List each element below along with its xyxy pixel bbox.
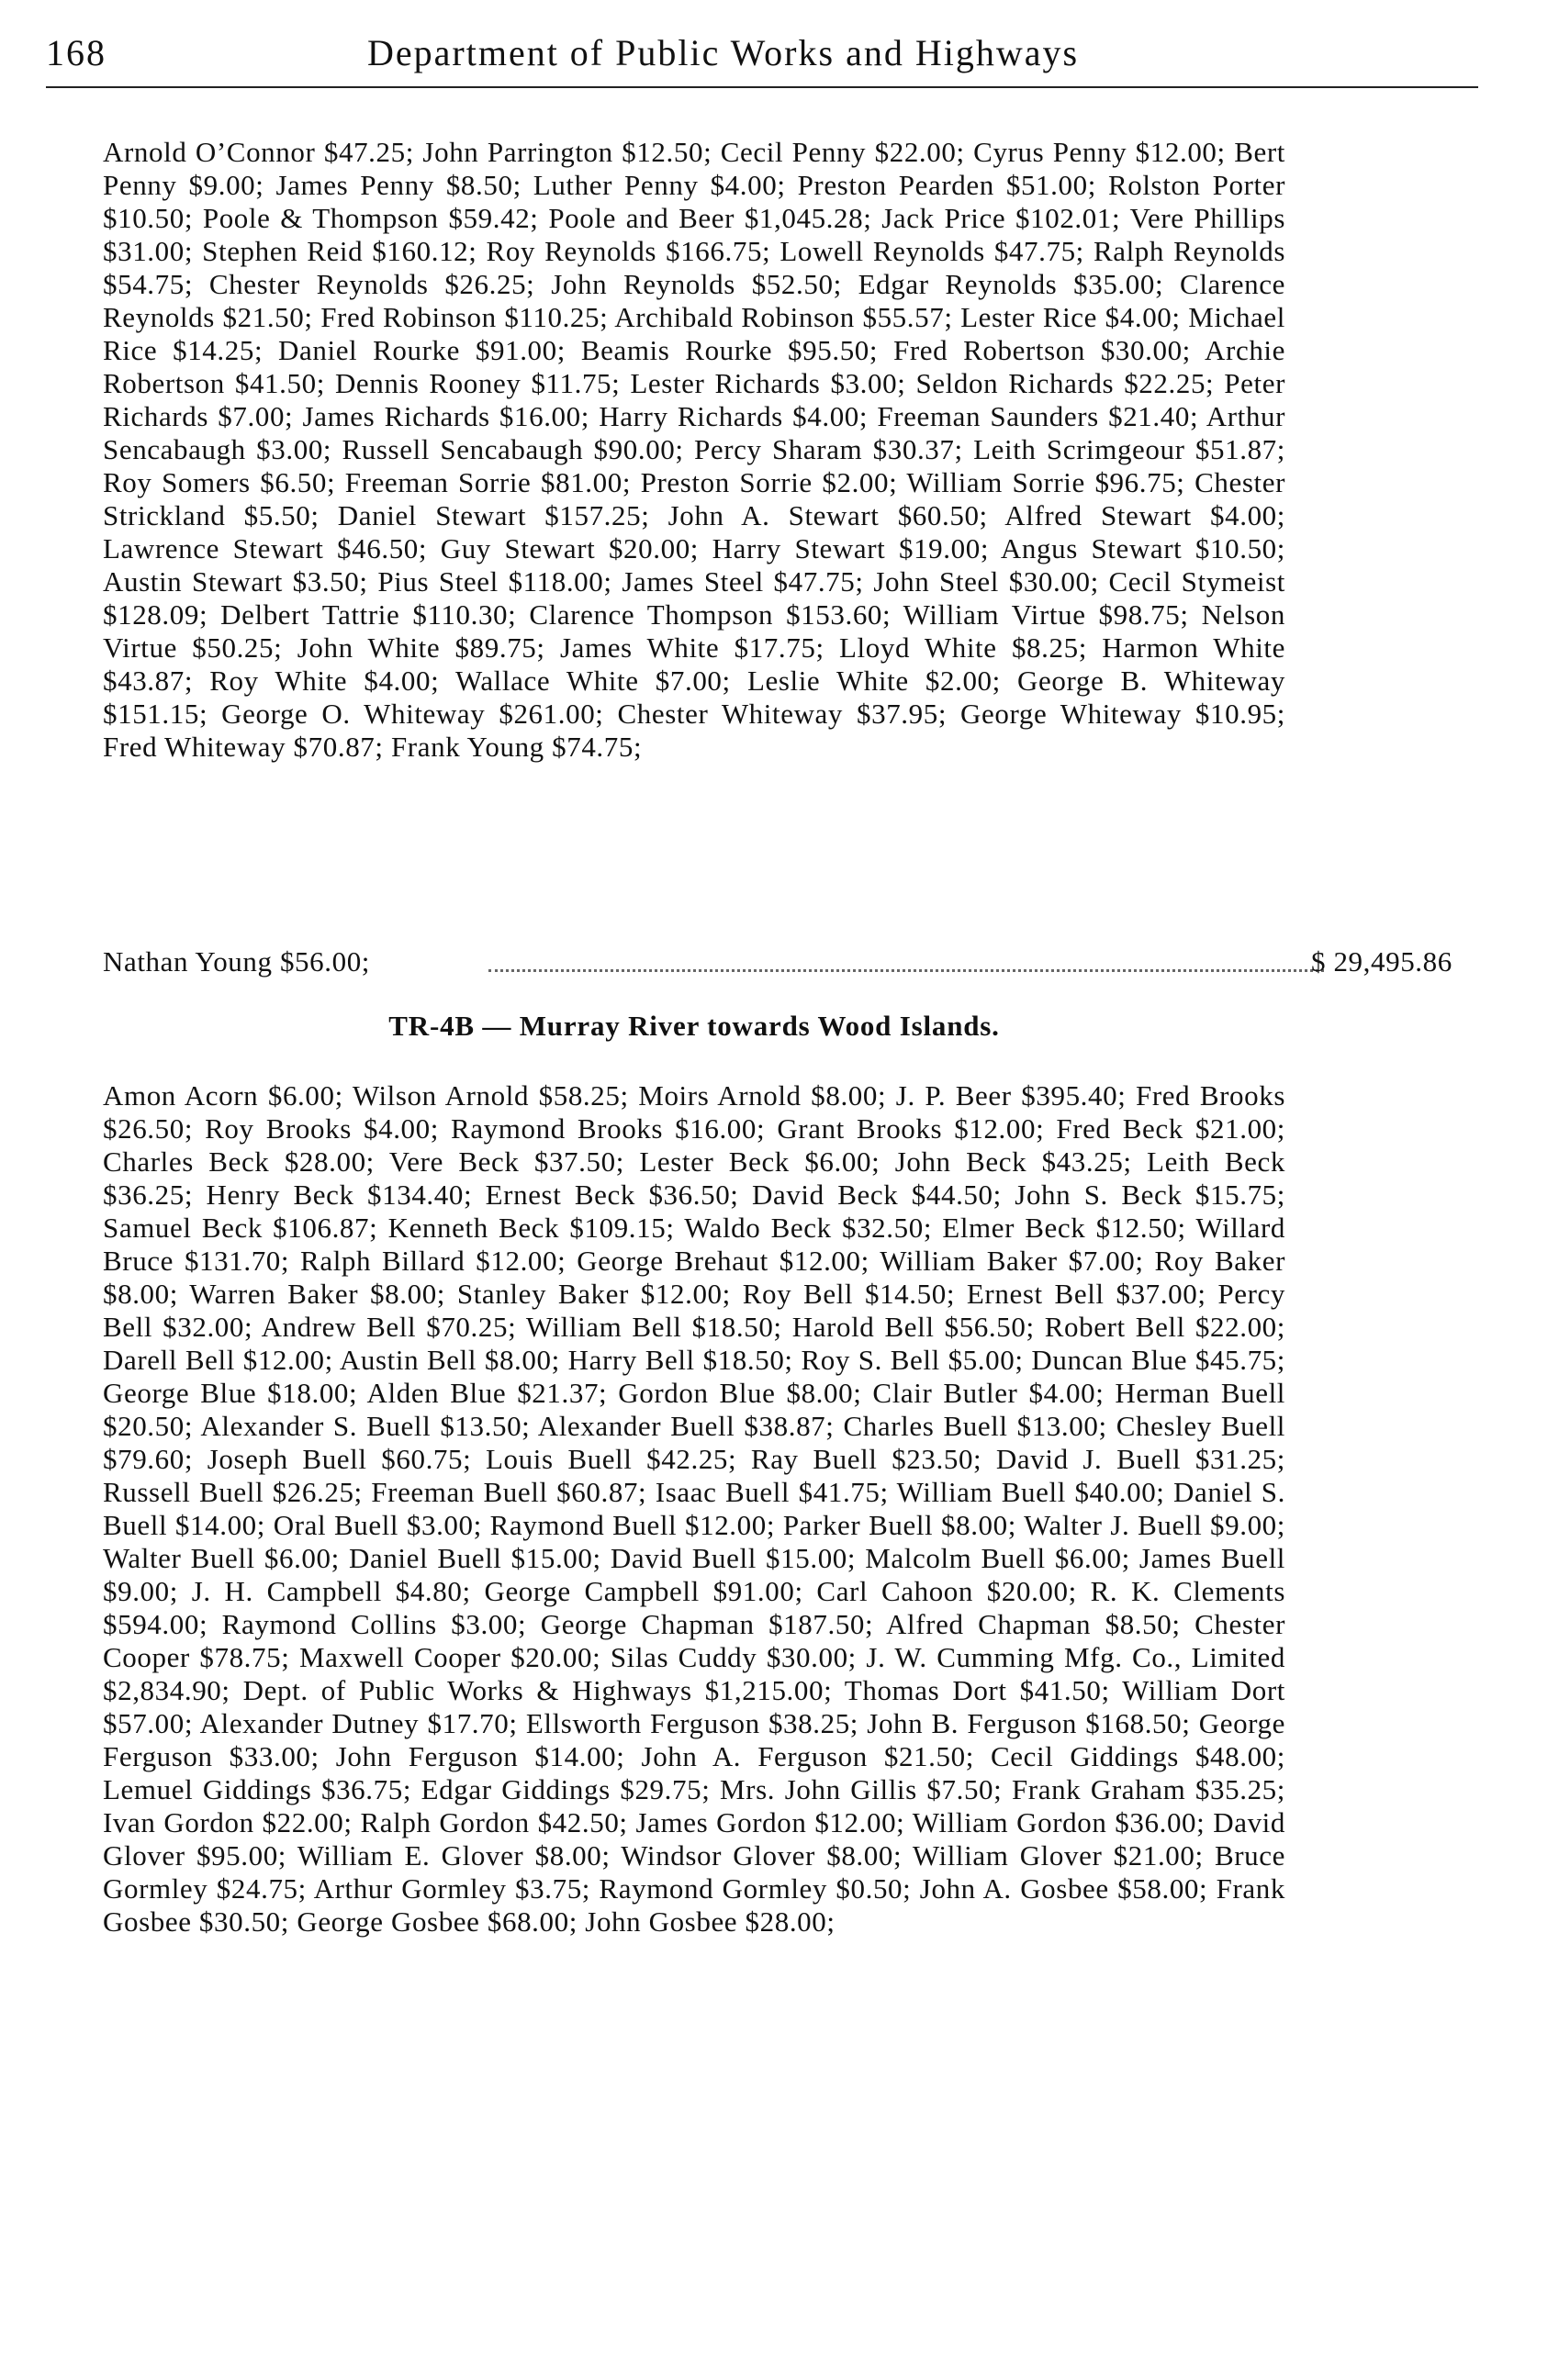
total-line [103,945,1535,982]
running-title: Department of Public Works and Highways [367,32,1080,73]
header-rule [46,86,1478,88]
payment-list-part2: Amon Acorn $6.00; Wilson Arnold $58.25; Moirs Arnold $8.00; J. P. Beer $395.40; Fred Brooks $26.50; Roy Brooks $4.00; Raymond Brooks $16.00; Grant Brooks $12.00; Fred Beck $21.00; Charles Beck $28.00; Vere Beck $37.50; Lester Beck $6.00; John Beck $43.25; Leith Beck $36.25; Henry Beck $134.40; Ernest Beck $36.50; David Beck $44.50; John S. Beck $15.75; Samuel Beck $106.87; Kenneth Beck $109.15; Waldo Beck $32.50; Elmer Beck $12.50; Willard Bruce $131.70; Ralph Billard $12.00; George Brehaut $12.00; William Baker $7.00; Roy Baker $8.00; Warren Baker $8.00; Stanley Baker $12.00; Roy Bell $14.50; Ernest Bell $37.00; Percy Bell $32.00; Andrew Bell $70.25; William Bell $18.50; Harold Bell $56.50; Robert Bell $22.00; Darell Bell $12.00; Austin Bell $8.00; Harry Bell $18.50; Roy S. Bell $5.00; Duncan Blue $45.75; George Blue $18.00; Alden Blue $21.37; Gordon Blue $8.00; Clair Butler $4.00; Herman Buell $20.50; Alexander S. Buell $13.50; Alexander Buell $38.87; Charles Buell $13.00; Chesley Buell $79.60; Joseph Buell $60.75; Louis Buell $42.25; Ray Buell $23.50; David J. Buell $31.25; Russell Buell $26.25; Freeman Buell $60.87; Isaac Buell $41.75; William Buell $40.00; Daniel S. Buell $14.00; Oral Buell $3.00; Raymond Buell $12.00; Parker Buell $8.00; Walter J. Buell $9.00; Walter Buell $6.00; Daniel Buell $15.00; David Buell $15.00; Malcolm Buell $6.00; James Buell $9.00; J. H. Campbell $4.80; George Campbell $91.00; Carl Cahoon $20.00; R. K. Clements $594.00; Raymond Collins $3.00; George Chapman $187.50; Alfred Chapman $8.50; Chester Cooper $78.75; Maxwell Cooper $20.00; Silas Cuddy $30.00; J. W. Cumming Mfg. Co., Limited $2,834.90; Dept. of Public Works & Highways $1,215.00; Thomas Dort $41.50; William Dort $57.00; Alexander Dutney $17.70; Ellsworth Ferguson $38.25; John B. Ferguson $168.50; George Ferguson $33.00; John Ferguson $14.00; John A. Ferguson $21.50; Cecil Giddings $48.00; Lemuel Giddings $36.75; Edgar Giddings $29.75; Mrs. John Gillis $7.50; Frank Graham $35.25; Ivan Gordon $22.00; Ralph Gordon $42.50; James Gordon $12.00; William Gordon $36.00; David Glover $95.00; William E. Glover $8.00; Windsor Glover $8.00; William Glover $21.00; Bruce Gormley $24.75; Arthur Gormley $3.75; Raymond Gormley $0.50; John A. Gosbee $58.00; Frank Gosbee $30.50; George Gosbee $68.00; John Gosbee $28.00; [103,1079,1285,1938]
section-heading: TR-4B — Murray River towards Wood Islands. [388,1010,1000,1042]
page-number: 168 [46,32,107,73]
section-total: $ 29,495.86 [1311,945,1452,978]
payment-list-part1: Arnold O’Connor $47.25; John Parrington $12.50; Cecil Penny $22.00; Cyrus Penny $12.00; Bert Penny $9.00; James Penny $8.50; Luther Penny $4.00; Preston Pearden $51.00; Rolston Porter $10.50; Poole & Thompson $59.42; Poole and Beer $1,045.28; Jack Price $102.01; Vere Phillips $31.00; Stephen Reid $160.12; Roy Reynolds $166.75; Lowell Reynolds $47.75; Ralph Reynolds $54.75; Chester Reynolds $26.25; John Reynolds $52.50; Edgar Reynolds $35.00; Clarence Reynolds $21.50; Fred Robinson $110.25; Archibald Robinson $55.57; Lester Rice $4.00; Michael Rice $14.25; Daniel Rourke $91.00; Beamis Rourke $95.50; Fred Robertson $30.00; Archie Robertson $41.50; Dennis Rooney $11.75; Lester Richards $3.00; Seldon Richards $22.25; Peter Richards $7.00; James Richards $16.00; Harry Richards $4.00; Freeman Saunders $21.40; Arthur Sencabaugh $3.00; Russell Sencabaugh $90.00; Percy Sharam $30.37; Leith Scrimgeour $51.87; Roy Somers $6.50; Freeman Sorrie $81.00; Preston Sorrie $2.00; William Sorrie $96.75; Chester Strickland $5.50; Daniel Stewart $157.25; John A. Stewart $60.50; Alfred Stewart $4.00; Lawrence Stewart $46.50; Guy Stewart $20.00; Harry Stewart $19.00; Angus Stewart $10.50; Austin Stewart $3.50; Pius Steel $118.00; James Steel $47.75; John Steel $30.00; Cecil Stymeist $128.09; Delbert Tattrie $110.30; Clarence Thompson $153.60; William Virtue $98.75; Nelson Virtue $50.25; John White $89.75; James White $17.75; Lloyd White $8.25; Harmon White $43.87; Roy White $4.00; Wallace White $7.00; Leslie White $2.00; George B. Whiteway $151.15; George O. Whiteway $261.00; Chester Whiteway $37.95; George Whiteway $10.95; Fred Whiteway $70.87; Frank Young $74.75; [103,136,1285,763]
last-entry: Nathan Young $56.00; [103,945,371,978]
page-header [46,26,1478,90]
dot-leader [488,969,1324,972]
